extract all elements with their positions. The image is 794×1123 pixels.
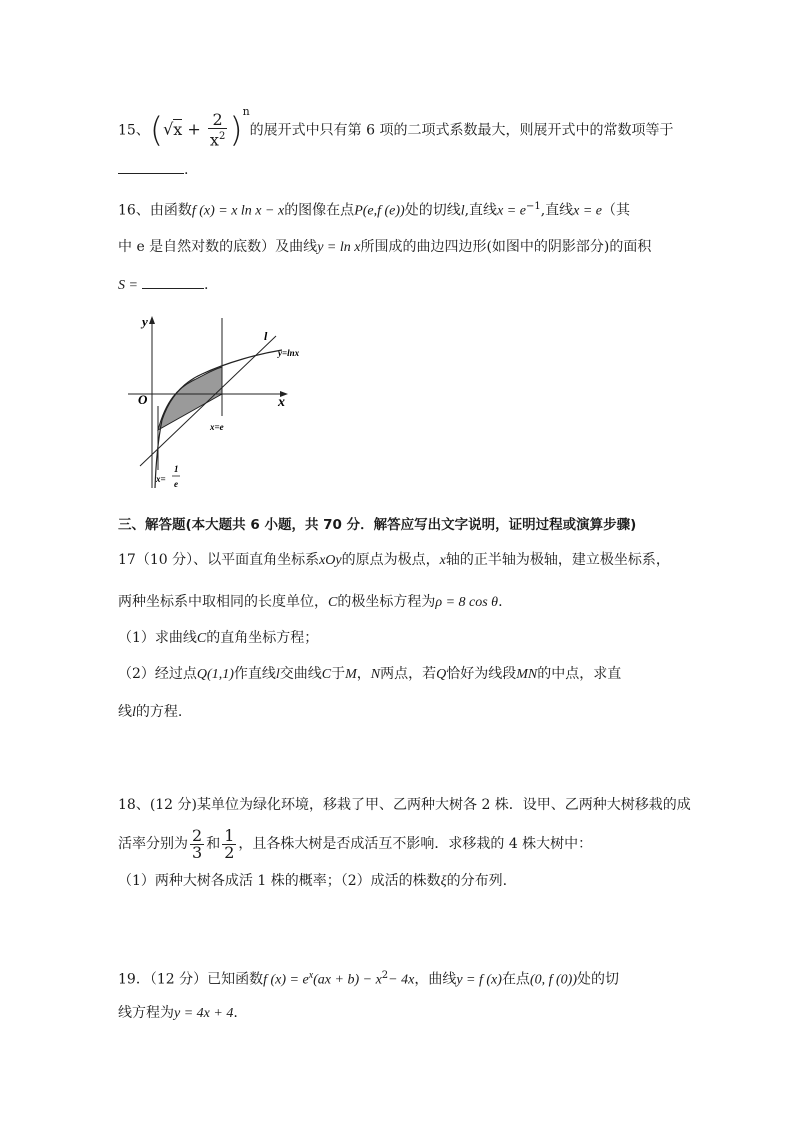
close-paren: ) [229,110,243,151]
section-3-heading: 三、解答题(本大题共 6 小题，共 70 分．解答应写出文字说明，证明过程或演算步骤) [118,517,637,533]
y-axis-arrow [149,316,155,324]
q18-frac-1-2: $\frac{1}{2}$ [224,825,235,862]
q17-part1: （1）求曲线C的直角坐标方程； [118,630,319,646]
q15-answer-line: . [118,160,188,180]
q15-answer-blank[interactable] [118,173,184,174]
label-x-1e-den: e [174,479,178,489]
shaded-region [158,367,222,430]
q19-line1: 19．（12 分）已知函数f $(x) = e^x(ax + b) - x^2- 4x$，曲线y = f (x)在点(0, f (0))处的切 [118,970,619,988]
q16-line1: 16、由函数f (x) = x ln x − x的图像在点P(e,f (e))处的切线l,直线$x = e^{-1}$,直线x = e（其 [118,201,631,219]
q19-line2: 线方程为y = 4x + 4. [118,1005,238,1021]
q16-line3: S = . [118,277,209,293]
q16-figure [118,310,318,500]
sqrt-x: √x [163,119,183,139]
label-x-1e: x= [156,474,166,484]
label-curve: y=lnx [278,348,300,358]
label-origin: O [138,392,148,407]
q16-line2: 中 e 是自然对数的底数）及曲线y = ln x所围成的曲边四边形(如图中的阴影部分)的面积 [118,239,652,255]
open-paren: ( [149,110,164,151]
label-x-e: x=e [210,422,224,432]
q18-frac-2-3: $\frac{2}{3}$ [192,825,203,862]
label-x-1e-num: 1 [174,464,179,474]
label-x: x [278,395,285,410]
q17-part2: （2）经过点Q(1,1)作直线l交曲线C于M，N两点，若Q恰好为线段MN的中点，求直 [118,666,622,682]
q18-line1: 18、(12 分)某单位为绿化环境，移栽了甲、乙两种大树各 2 株．设甲、乙两种大树移栽的成 [118,797,691,813]
question-15: 15、(√x + $\frac{2}{x^2}$ )$^n$的展开式中只有第 6 项的二项式系数最大，则展开式中的常数项等于 [118,105,674,151]
q15-text: 的展开式中只有第 6 项的二项式系数最大，则展开式中的常数项等于 [249,122,674,139]
q18-line2: 活率分别为 $\frac{2}{3}$ 和 $\frac{1}{2}$ ，且各株大树是否成活互不影响．求移栽的 4 株大树中： [118,825,593,862]
q17-part2-cont: 线l的方程. [118,704,183,720]
tangent-line [140,336,276,466]
label-l: l [264,329,268,343]
label-y: y [142,314,148,329]
q17-line1: 17（10 分）、以平面直角坐标系xOy的原点为极点，x轴的正半轴为极轴，建立极坐标系， [118,552,670,568]
q17-line2: 两种坐标系中取相同的长度单位，C的极坐标方程为ρ = 8 cos θ. [118,594,503,610]
q15-number: 15、 [118,122,150,139]
q15-fraction: $\frac{2}{x^2}$ [209,110,226,150]
q18-line3: （1）两种大树各成活 1 株的概率；（2）成活的株数ξ的分布列. [118,873,508,889]
q16-answer-blank[interactable] [142,288,204,289]
